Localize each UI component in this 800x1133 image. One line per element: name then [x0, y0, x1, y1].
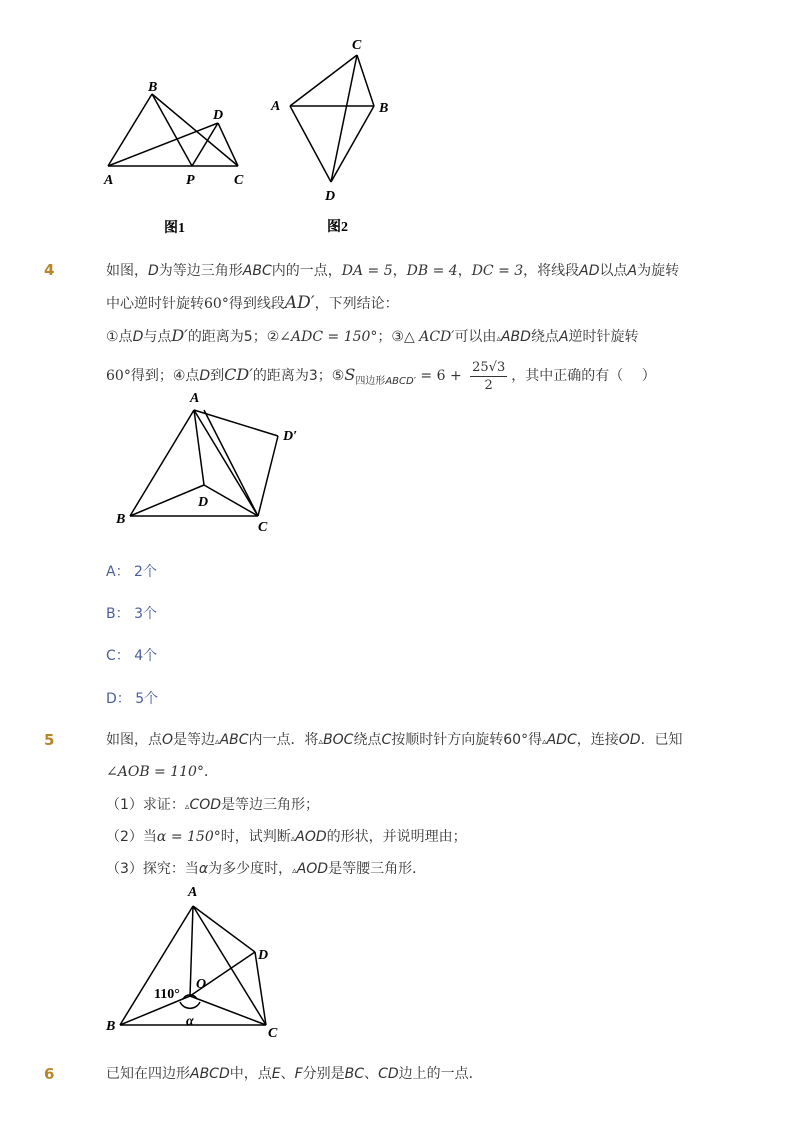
question-number-6: 6: [44, 1065, 55, 1083]
q4-text: 的距离为3；⑤: [252, 368, 345, 384]
figure-q5: [100, 880, 300, 1045]
q4-math: D′: [171, 326, 188, 345]
option-text: 5个: [135, 691, 159, 707]
q4-line-1: [106, 261, 679, 281]
fig1-label-p: P: [186, 173, 195, 188]
q6-text: 已知在四边形: [106, 1066, 190, 1082]
q4-text: ，: [457, 263, 472, 279]
triangle-icon: ▵: [292, 866, 297, 876]
q4-label-dprime: D′: [283, 429, 298, 444]
q6-text: 分别是: [302, 1066, 345, 1082]
q5-var: ABC: [219, 732, 249, 748]
q5-text: ．已知: [640, 732, 683, 748]
q5-line-5: [106, 859, 426, 881]
q4-math: AD′: [284, 293, 315, 313]
q5-text: （2）当: [106, 829, 157, 845]
q4-var: ABD: [500, 329, 531, 345]
q4-text: 为等边三角形: [158, 263, 243, 279]
q5-angle-110: 110°: [154, 987, 180, 1002]
triangle-icon: ▵: [215, 737, 220, 747]
q4-math: 60°: [106, 368, 131, 384]
q5-text: （3）探究：当: [106, 861, 199, 877]
q4-text: 中心逆时针旋转: [106, 296, 204, 312]
q4-var: A: [558, 329, 569, 345]
q5-line-3: [106, 795, 319, 817]
q5-text: 时，试判断: [220, 829, 291, 845]
triangle-icon: ▵: [290, 834, 296, 844]
q4-text: ，: [392, 263, 407, 279]
q5-text: 内一点．将: [248, 732, 319, 748]
q6-var: BC: [344, 1066, 365, 1082]
fig1-label-c: C: [234, 173, 244, 188]
figure-q4: [108, 388, 308, 538]
q4-text: ，其中正确的有（ ）: [511, 368, 656, 384]
triangle-icon: ▵: [318, 737, 324, 747]
q4-math: DA = 5: [341, 263, 393, 279]
q5-text: 的形状，并说明理由；: [326, 829, 467, 845]
q4-text: ，下列结论：: [314, 296, 399, 312]
option-label: B：: [106, 606, 130, 622]
option-a[interactable]: [106, 561, 157, 581]
q4-text: 绕点: [530, 329, 559, 345]
q6-var: CD: [378, 1066, 399, 1082]
fig1-label-b: B: [148, 80, 158, 95]
q4-var: D: [148, 263, 159, 279]
q5-var: O: [162, 732, 174, 748]
q6-text: 边上的一点．: [398, 1066, 483, 1082]
q4-text: 到: [210, 368, 225, 384]
question-number-5: 5: [44, 731, 55, 749]
q5-var: OD: [618, 732, 641, 748]
q6-var: ABCD: [190, 1066, 230, 1082]
q4-math: DB = 4: [406, 263, 458, 279]
q5-label-alpha: α: [186, 1014, 194, 1029]
triangle-icon: ▵: [184, 802, 190, 812]
q5-text: 如图，点: [106, 732, 162, 748]
q4-var: D: [199, 368, 211, 384]
option-label: A：: [106, 564, 130, 580]
fraction-numerator: 25√3: [472, 359, 506, 375]
q5-text: 是等边: [173, 732, 216, 748]
q4-label-d: D: [198, 495, 209, 510]
option-b[interactable]: [106, 603, 157, 623]
q4-text: 以点: [599, 263, 628, 279]
q5-var: AOD: [295, 829, 327, 845]
q4-text: 四边形: [355, 375, 386, 387]
q5-label-c: C: [268, 1026, 278, 1041]
q4-math: ∠ADC = 150°: [279, 329, 378, 345]
q4-var: AD: [579, 263, 600, 279]
q5-line-1: [106, 730, 683, 752]
option-text: 4个: [134, 648, 158, 664]
q4-text: 得到线段: [228, 296, 285, 312]
q4-text: 如图，: [106, 263, 148, 279]
q4-line-3: [106, 326, 639, 349]
fig2-caption: 图2: [327, 220, 348, 235]
q5-text: 为多少度时，: [208, 861, 293, 877]
question-number-4: 4: [44, 261, 55, 279]
q4-label-c: C: [258, 520, 268, 535]
q4-fraction: [470, 359, 507, 394]
q4-var: A: [627, 263, 638, 279]
q5-label-a: A: [188, 885, 198, 900]
option-text: 3个: [134, 606, 157, 622]
q5-text: 按顺时针方向旋转60°得: [391, 732, 543, 748]
q4-text: ，将线段: [523, 263, 580, 279]
q5-label-o: O: [196, 977, 207, 992]
option-c[interactable]: [106, 645, 157, 665]
q4-text: 的距离为5；②: [187, 329, 280, 345]
q5-var: C: [381, 732, 392, 748]
fraction-denominator: 2: [484, 377, 493, 393]
option-label: D：: [106, 691, 131, 707]
q4-text: 与点: [143, 329, 172, 345]
q5-label-d: D: [258, 948, 269, 963]
fig2-label-c: C: [352, 38, 362, 53]
q4-math: = 6 +: [415, 368, 467, 384]
q6-text: 、: [364, 1066, 379, 1082]
q4-var: D: [132, 329, 144, 345]
q4-math: ACD′: [419, 329, 455, 345]
q5-text: 是等腰三角形．: [328, 861, 427, 877]
q4-text: 逆时针旋转: [568, 329, 639, 345]
option-label: C：: [106, 648, 130, 664]
q6-line-1: [106, 1064, 483, 1084]
q5-line-2: [106, 762, 218, 782]
q4-math: 60°: [204, 296, 229, 312]
q5-var: α: [198, 861, 209, 877]
q5-math: α = 150°: [156, 829, 221, 845]
option-d[interactable]: [106, 688, 158, 708]
q6-text: 、: [280, 1066, 295, 1082]
fig1-caption: 图1: [164, 221, 185, 236]
q4-var: ABCD′: [385, 375, 416, 387]
q5-var: COD: [189, 797, 222, 813]
fig2-label-d: D: [325, 189, 336, 204]
q4-label-a: A: [190, 391, 200, 406]
figure-2: [265, 35, 395, 235]
fig1-label-d: D: [213, 108, 224, 123]
q4-var: ABC: [242, 263, 272, 279]
q5-text: ．: [203, 764, 218, 780]
q4-text: 为旋转: [637, 263, 680, 279]
fig1-label-a: A: [104, 173, 114, 188]
q5-text: 是等边三角形；: [221, 797, 320, 813]
fig2-label-a: A: [271, 99, 281, 114]
q5-var: AOD: [296, 861, 329, 877]
q6-text: 中，点: [229, 1066, 272, 1082]
q5-math: ∠AOB = 110°: [106, 764, 204, 780]
q5-var: BOC: [323, 732, 354, 748]
figure-1: [100, 75, 260, 240]
q4-text: 可以由: [454, 329, 497, 345]
fig2-label-b: B: [379, 101, 389, 116]
q5-var: ADC: [546, 732, 577, 748]
q4-math: DC = 3: [471, 263, 524, 279]
q4-math: S: [344, 365, 356, 384]
q4-text: ；③△: [377, 329, 420, 345]
q4-math: CD′: [224, 365, 253, 384]
q5-text: （1）求证：: [106, 797, 185, 813]
q5-line-4: [106, 827, 467, 849]
triangle-icon: ▵: [496, 334, 501, 344]
q5-text: ，连接: [576, 732, 619, 748]
option-text: 2个: [134, 564, 157, 580]
q4-text: 内的一点，: [271, 263, 342, 279]
q5-text: 绕点: [353, 732, 382, 748]
q5-label-b: B: [106, 1019, 116, 1034]
q4-text: ①点: [106, 329, 133, 345]
q4-line-2: [106, 293, 399, 314]
q6-var: F: [294, 1066, 303, 1082]
triangle-icon: ▵: [542, 737, 547, 747]
q4-text: 得到；④点: [130, 368, 200, 384]
q6-var: E: [271, 1066, 281, 1082]
q4-label-b: B: [116, 512, 126, 527]
q4-subscript: [355, 376, 416, 387]
